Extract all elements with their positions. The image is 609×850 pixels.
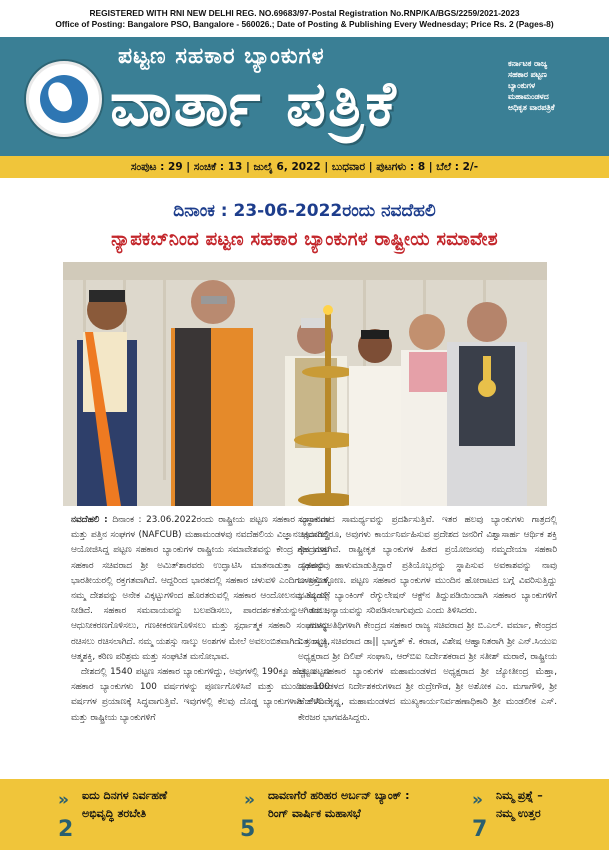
chevron-right-icon: » [244, 790, 255, 810]
footer-page-number: 2 [58, 817, 74, 842]
masthead-subtitle: ಪಟ್ಟಣ ಸಹಕಾರ ಬ್ಯಾಂಕುಗಳ [118, 44, 325, 69]
article-column-left [71, 513, 330, 726]
registration-line-2: Office of Posting: Bangalore PSO, Bangalore - 560026.; Date of Posting & Publishing Every Wednesday; Price Rs. 2 (Pages-8) [55, 19, 554, 29]
article-column-right [298, 513, 557, 726]
tagline-line: ಬ್ಯಾಂಕುಗಳ [508, 81, 536, 90]
article-paragraph: ಸಂಸ್ಥಾನವಾದ ಸಾಮರ್ಥ್ಯವನ್ನು ಪ್ರದರ್ಶಿಸುತ್ತಿವೆ. ಇತರ ಹಲವು ಬ್ಯಾಂಕುಗಳು ಗಾತ್ರದಲ್ಲಿ ಚಿಕ್ಕದಾಗಿದ್ದರೂ, ಅವುಗಳು ಕಾರ್ಯನಿರ್ವಹಿಸುವ ಪ್ರದೇಶದ ಜನರಿಗೆ ವಿಶ್ವಾಸಾರ್ಹ ಆರ್ಥಿಕ ಶಕ್ತಿ ಕೇಂದ್ರಗಳಾಗಿವೆ. ರಾಷ್ಟ್ರೀಕೃತ ಬ್ಯಾಂಕುಗಳ ಹಿತದ ಪ್ರಯೋಜನವು ನಮ್ಮದೇಯಾ ಸಹಕಾರಿ ದೃಢವನ್ನು ಹಾಳುಮಾಡುತ್ತಿದ್ದಾರೆ ಪ್ರತಿಯೊಬ್ಬರನ್ನು ಸ್ಥಾಪಿಸುವ ಅವಕಾಶವನ್ನು ನಾವು ಬಳಸಿಕೊಳ್ಳೋಣ. ಪಟ್ಟಣ ಸಹಕಾರ ಬ್ಯಾಂಕುಗಳ ಮುಂದಿನ ಹೋರಾಟದ ಬಗ್ಗೆ ವಿವರಿಸುತ್ತಿದ್ದು ಭವಿಷ್ಯದಲ್ಲಿ ಬ್ಯಾಂಕಿಂಗ್ ರೆಗ್ಯುಲೇಷನ್ ಆಕ್ಟ್‌ನ ತಿದ್ದುಪಡಿಯಿಂದಾಗಿ ಸಹಕಾರ ಬ್ಯಾಂಕುಗಳಿಗೆ ಆಗಿರುವ ಅನ್ಯಾಯವನ್ನು ಸರಿಪಡಿಸಲಾಗುವುದು ಎಂದು ತಿಳಿಸಿದರು. [298, 515, 557, 617]
article-paragraph: ದೇಶದಲ್ಲಿ 1540 ಪಟ್ಟಣ ಸಹಕಾರ ಬ್ಯಾಂಕುಗಳಿದ್ದು, ಅವುಗಳಲ್ಲಿ 190ಕ್ಕೂ ಹೆಚ್ಚು ಪಟ್ಟಣ ಸಹಕಾರ ಬ್ಯಾಂಕುಗಳು 100 ವರ್ಷಗಳನ್ನು ಪೂರ್ಣಗೊಳಿಸಿವೆ ಮತ್ತು ಮುಂದಿನ 100 ವರ್ಷಗಳ ಪ್ರಯಾಣಕ್ಕೆ ಸಿದ್ಧವಾಗುತ್ತಿವೆ. ಇವುಗಳಲ್ಲಿ ಕೆಲವು ದೊಡ್ಡ ಬ್ಯಾಂಕುಗಳಾಗಿ ಬೆಳೆದಿವೆ ಮತ್ತು ರಾಷ್ಟ್ರೀಯ ಬ್ಯಾಂಕುಗಳಿಗೆ [71, 667, 330, 723]
masthead-tagline [508, 58, 600, 113]
masthead-title: ವಾರ್ತಾ ಪತ್ರಿಕೆ [110, 67, 398, 140]
tagline-line: ಮಹಾಮಂಡಳದ [508, 92, 549, 101]
article-headline: ನ್ಯಾಪಕಬ್‌ನಿಂದ ಪಟ್ಟಣ ಸಹಕಾರ ಬ್ಯಾಂಕುಗಳ ರಾಷ್ಟ್ರೀಯ ಸಮಾವೇಶ [111, 229, 498, 250]
footer-item-line1: ನಿಮ್ಮ ಪ್ರಶ್ನೆ – [496, 789, 543, 802]
footer-item-line1: ಐದು ದಿನಗಳ ನಿರ್ವಹಣೆ [82, 789, 168, 802]
event-photo-illustration [63, 262, 547, 506]
chevron-right-icon: » [58, 790, 69, 810]
event-photo [63, 262, 547, 506]
paragraph-text: ದಿನಾಂಕ : 23.06.2022ರಂದು ರಾಷ್ಟ್ರೀಯ ಪಟ್ಟಣ ಸಹಕಾರ ಬ್ಯಾಂಕುಗಳ ಮತ್ತು ಪತ್ತಿನ ಸಂಘಗಳ (NAFCUB) ಮಹಾಮಂಡಳವು ನವದೆಹಲಿಯ ವಿಜ್ಞಾನ ಭವನದಲ್ಲಿ ಆಯೋಜಿಸಿದ್ದ ಪಟ್ಟಣ ಸಹಕಾರ ಬ್ಯಾಂಕುಗಳ ರಾಷ್ಟ್ರೀಯ ಸಮಾವೇಶವನ್ನು ಕೇಂದ್ರ ಗೃಹ ಮತ್ತು ಸಹಕಾರ ಸಚಿವರಾದ ಶ್ರೀ ಅಮಿತ್‌ಶಾರವರು ಉದ್ಘಾಟಿಸಿ ಮಾತನಾಡುತ್ತಾ ಸಹಕಾರವು ಭಾರತೀಯರಲ್ಲಿ ರಕ್ತಗತವಾಗಿದೆ. ಆದ್ದರಿಂದ ಭಾರತದಲ್ಲಿ ಸಹಕಾರ ಚಳುವಳಿ ಎಂದಿಗೂ ಪ್ರಸ್ತುತ. ನಮ್ಮ ದೇಶವನ್ನು ಅನೇಕ ವಿಕ್ಕಟ್ಟುಗಳಿಂದ ಹೊರತರುವಲ್ಲಿ ಸಹಕಾರ ಆಂದೋಲನವು ಕೊಡುಗೆ ನೀಡಿದೆ. ಸಹಕಾರ ಸಮವಾಯವನ್ನು ಬಲಪಡಿಸಲು, ಪಾರದರ್ಶಕತೆಯನ್ನು ತರಲು, ಆಧುನೀಕರಣಗೊಳಿಸಲು, ಗಣಕೀಕರಣಗೊಳಿಸಲು ಮತ್ತು ಸ್ಪರ್ಧಾತ್ಮಕ ಸಹಕಾರಿ ಸಂಘಗಳನ್ನು ರಚಿಸಲು ರಚಿಸಲಾಗಿದೆ. ನಮ್ಮ ಯಶಸ್ಸು ನಾಲ್ಕು ಅಂಶಗಳ ಮೇಲೆ ಅವಲಂಬಿತವಾಗಿದೆ. ಸಂಸ್ಕೃತಿ, ಆತ್ಮಶಕ್ತಿ, ಕಠಿಣ ಪರಿಶ್ರಮ ಮತ್ತು ಸಂಘಟಿತ ಮನೋಭಾವ. [71, 515, 331, 662]
chevron-right-icon: » [472, 790, 483, 810]
tagline-line: ಕರ್ನಾಟಕ ರಾಜ್ಯ [508, 59, 548, 68]
footer-index-bar [0, 779, 609, 850]
article-paragraph: ಮುಖ್ಯಅತಿಥಿಗಳಾಗಿ ಕೇಂದ್ರದ ಸಹಕಾರ ರಾಜ್ಯ ಸಚಿವರಾದ ಶ್ರೀ ಬಿ.ಎಲ್. ವರ್ಮಾ, ಕೇಂದ್ರದ ವಿತ್ತ ರಾಜ್ಯ ಸಚಿವರಾದ ಡಾ|| ಭಾಗ್ವತ್ ಕೆ. ಕರಾಡ, ವಿಶೇಷ ಆಹ್ವಾನಿತರಾಗಿ ಶ್ರೀ ಎನ್‌.ಸಿಯುಐ ಅಧ್ಯಕ್ಷರಾದ ಶ್ರೀ ದಿಲಿಪ್ ಸಂಘಾನಿ, ಆರ್‌ಬಿಐ ನಿರ್ದೇಶಕರಾದ ಶ್ರೀ ಸತೀಶ್ ಮರಾಠೆ, ರಾಷ್ಟ್ರೀಯ ಪಟ್ಟಣ ಸಹಕಾರ ಬ್ಯಾಂಕುಗಳ ಮಹಾಮಂಡಳದ ಅಧ್ಯಕ್ಷರಾದ ಶ್ರೀ ಜ್ಯೋತೀಂದ್ರ ಮೆಹ್ತಾ, ಮಹಾಮಂಡಳದ ನಿರ್ದೇಶಕರುಗಳಾದ ಶ್ರೀ ರುದ್ರೇಗೌಡ, ಶ್ರೀ ಅಶೋಕ ಎಂ. ಮಗಾಗೌಳಿ, ಶ್ರೀ ಹೆಚ್.ಸಿ. ಕೃಷ್ಣ, ಮಹಾಮಂಡಳದ ಮುಖ್ಯಕಾರ್ಯನಿರ್ವಹಣಾಧಿಕಾರಿ ಶ್ರೀ ಮಂಡಲೀಕ ಎಸ್. ಕೇರಜರ ಭಾಗವಹಿಸಿದ್ದರು. [298, 621, 557, 723]
footer-item-line2: ರಿಂಗ್ ವಾರ್ಷಿಕ ಮಹಾಸಭೆ [268, 807, 361, 820]
footer-page-number: 5 [240, 817, 256, 842]
tagline-line: ಸಹಕಾರ ಪಟ್ಟಣ [508, 70, 547, 79]
article-dateline: ದಿನಾಂಕ : 23-06-2022ರಂದು ನವದೆಹಲಿ [173, 201, 436, 221]
footer-item-line2: ನಮ್ಮ ಉತ್ತರ [496, 807, 541, 820]
place-label: ನವದೆಹಲಿ : [71, 515, 108, 525]
registration-line-1: REGISTERED WITH RNI NEW DELHI REG. NO.69683/97-Postal Registration No.RNP/KA/BGS/2259/2021-2023 [89, 8, 520, 18]
article-paragraph [71, 513, 330, 665]
footer-page-number: 7 [472, 817, 488, 842]
issue-info-bar: ಸಂಪುಟ : 29 | ಸಂಚಿಕೆ : 13 | ಜುಲೈ 6, 2022 | ಬುಧವಾರ | ಪುಟಗಳು : 8 | ಬೆಲೆ : 2/- [0, 156, 609, 178]
registration-block [0, 8, 609, 30]
association-seal-logo [26, 61, 102, 137]
footer-item-line1: ದಾವಣಗೆರೆ ಹರಿಹರ ಅರ್ಬನ್ ಬ್ಯಾಂಕ್ : [268, 789, 410, 802]
tagline-line: ಅಧಿಕೃತ ವಾರಪತ್ರಿಕೆ [508, 103, 555, 112]
footer-item-line2: ಅಭಿವೃದ್ಧಿ ತರಬೇತಿ [82, 807, 147, 820]
